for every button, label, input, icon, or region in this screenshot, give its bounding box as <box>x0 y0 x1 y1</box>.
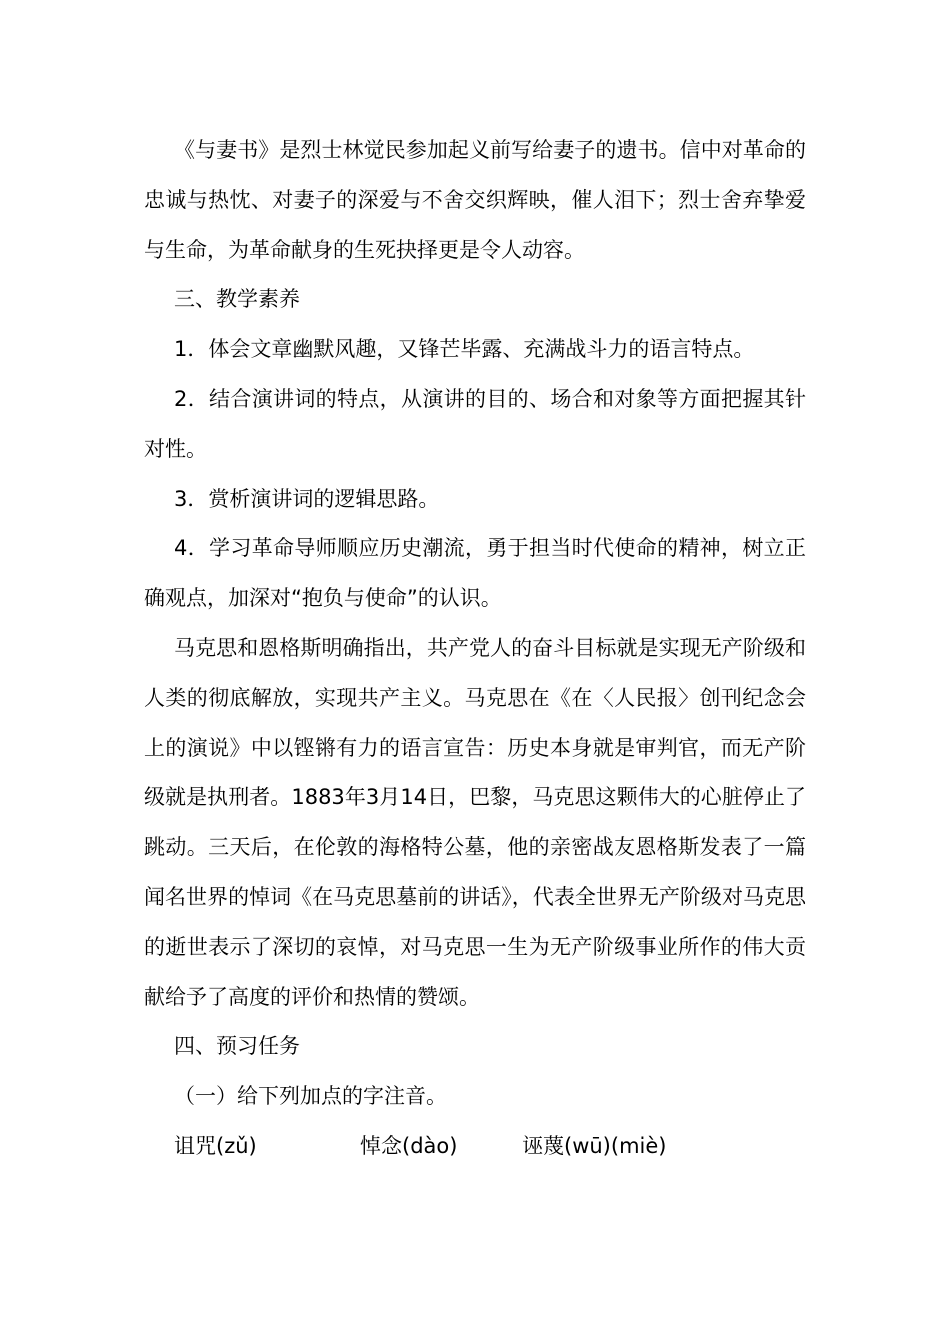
section-heading-teaching-literacy: 三、教学素养 <box>174 287 300 312</box>
document-body <box>144 126 806 1172</box>
pinyin-word-3: 诬蔑(wū)(miè) <box>522 1133 667 1158</box>
background-paragraph: 马克思和恩格斯明确指出，共产党人的奋斗目标就是实现无产阶级和人类的彻底解放，实现共产主义。马克思在《在〈人民报〉创刊纪念会上的演说》中以铿锵有力的语言宣告：历史本身就是审判官，而无产阶级就是执刑者。1883年3月14日，巴黎，马克思这颗伟大的心脏停止了跳动。三天后，在伦敦的海格特公墓，他的亲密战友恩格斯发表了一篇闻名世界的悼词《在马克思墓前的讲话》，代表全世界无产阶级对马克思的逝世表示了深切的哀悼，对马克思一生为无产阶级事业所作的伟大贡献给予了高度的评价和热情的赞颂。 <box>144 635 806 1009</box>
section-heading-preview-tasks: 四、预习任务 <box>174 1034 300 1059</box>
goal-item-2: 2．结合演讲词的特点，从演讲的目的、场合和对象等方面把握其针对性。 <box>144 386 806 461</box>
pinyin-row <box>144 1122 806 1172</box>
intro-paragraph: 《与妻书》是烈士林觉民参加起义前写给妻子的遗书。信中对革命的忠诚与热忱、对妻子的深爱与不舍交织辉映，催人泪下；烈士舍弃挚爱与生命，为革命献身的生死抉择更是令人动容。 <box>144 138 806 262</box>
goal-item-1: 1．体会文章幽默风趣，又锋芒毕露、充满战斗力的语言特点。 <box>174 337 755 362</box>
goal-item-4: 4．学习革命导师顺应历史潮流，勇于担当时代使命的精神，树立正确观点，加深对“抱负与使命”的认识。 <box>144 536 806 611</box>
subsection-heading-pinyin: （一）给下列加点的字注音。 <box>174 1084 447 1109</box>
pinyin-word-1: 诅咒(zǔ) <box>174 1133 257 1158</box>
pinyin-word-2: 悼念(dào) <box>360 1133 458 1158</box>
goal-item-3: 3．赏析演讲词的逻辑思路。 <box>174 486 440 511</box>
